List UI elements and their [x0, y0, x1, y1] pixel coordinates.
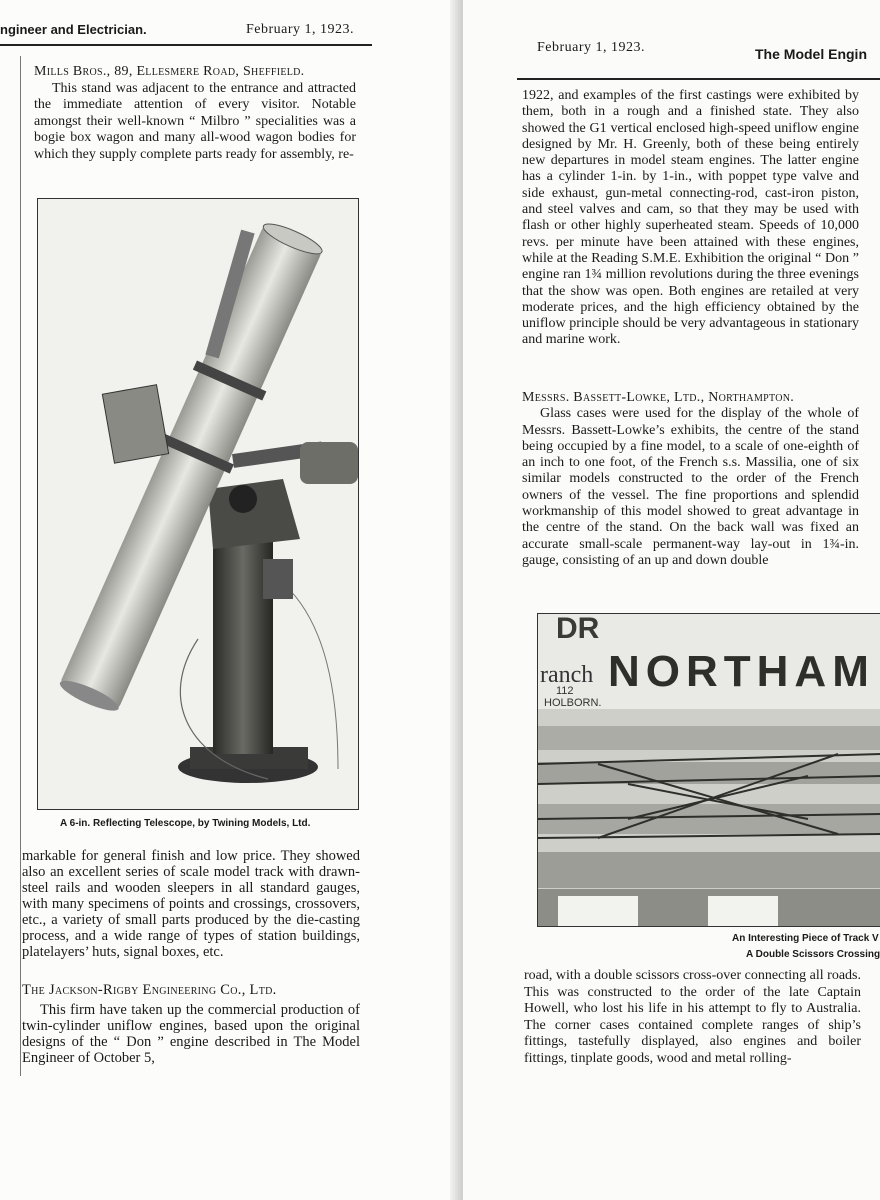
bassett-section: [522, 390, 859, 569]
jackson-section: [22, 982, 360, 1066]
sign-street-text: HOLBORN.: [544, 697, 602, 709]
continuation-paragraph: markable for general finish and low price. They showed also an excellent series of scale model track with drawn-steel rails and wooden sleepers in all standard gauges, with many specimens of points and crossings, crossovers, etc., a variety of small parts produced by the die-casting process, and a wide range of types of station buildings, platelayers’ huts, signal boxes, etc.: [22, 848, 360, 960]
track-photo: [537, 613, 880, 927]
track-caption-line1: An Interesting Piece of Track V: [732, 933, 879, 944]
sign-top-text: DR: [556, 614, 600, 645]
bassett-heading: Messrs. Bassett-Lowke, Ltd., Northampton.: [522, 390, 795, 405]
jackson-heading: The Jackson-Rigby Engineering Co., Ltd.: [22, 982, 277, 998]
track-caption-line2: A Double Scissors Crossing: [746, 949, 880, 960]
left-running-head-title: ngineer and Electrician.: [0, 22, 147, 37]
don-engine-paragraph: 1922, and examples of the first castings were exhibited by them, both in a rough and a finished state. They also showed the G1 vertical enclosed high-speed uniflow engine designed by Mr. H. Greenly, both of these being entirely new departures in model steam engines. The latter engine has a cylinder 1-in. by 1-in., with poppet type valve and side exhaust, gun-metal connecting-rod, cast-iron piston, and steel valves and cam, so that they may be used with flash or other highly superheated steam. Speeds of 10,000 revs. per minute have been attained with these engines, while at the Reading S.M.E. Exhibition the original “ Don ” engine ran 1¾ million revolutions during the three evenings that the show was open. Both engines are retailed at very moderate prices, and the high efficiency obtained by the uniflow principle should be very advantageous in stationary and marine work.: [522, 88, 859, 348]
sign-number-text: 112: [556, 685, 574, 697]
telescope-caption: A 6-in. Reflecting Telescope, by Twining Models, Ltd.: [60, 818, 311, 829]
track-illustration: [538, 614, 880, 926]
left-running-head-date: February 1, 1923.: [246, 22, 355, 37]
jackson-paragraph: This firm have taken up the commercial production of twin-cylinder uniflow engines, based upon the original designs of the “ Don ” engine described in The Model Engineer of October 5,: [22, 1002, 360, 1066]
right-paragraph-2: [524, 968, 861, 1067]
mills-heading: Mills Bros., 89, Ellesmere Road, Sheffield.: [34, 64, 305, 79]
mills-section: [34, 64, 356, 164]
sign-main-text: NORTHAM: [608, 647, 875, 696]
right-running-head-title: The Model Engin: [755, 46, 867, 62]
bassett-paragraph: Glass cases were used for the display of the whole of Messrs. Bassett-Lowke’s exhibits, the centre of the stand being occupied by a fine model, to a scale of one-eighth of an inch to one foot, of the French s.s. Massilia, one of six similar models constructed to the order of the French owners of the vessel. The fine proportions and splendid workmanship of this model showed to great advantage in the centre of the stand. On the back wall was fixed an accurate small-scale permanent-way lay-out in 1¾-in. gauge, consisting of an up and down double: [522, 406, 859, 568]
column-rule: [20, 56, 21, 1076]
right-header-rule: [517, 78, 880, 80]
mills-continuation: [22, 848, 360, 960]
right-running-head-date: February 1, 1923.: [537, 40, 646, 55]
telescope-illustration: [38, 199, 358, 809]
mills-paragraph: This stand was adjacent to the entrance and attracted the immediate attention of every visitor. Notable amongst their well-known “ Milbro ” specialities was a bogie box wagon and many all-wood wagon bodies for which they supply complete parts ready for assembly, re-: [34, 80, 356, 162]
header-rule: [0, 44, 372, 46]
howell-paragraph: road, with a double scissors cross-over connecting all roads. This was constructed to the order of the late Captain Howell, who lost his life in his attempt to fly to Australia. The corner cases contained complete ranges of ship’s fittings, tastefully displayed, also engines and boiler fittings, tinplate goods, wood and metal rolling-: [524, 968, 861, 1066]
telescope-photo: [37, 198, 359, 810]
right-paragraph-1: [522, 88, 859, 349]
sign-branch-text: ranch: [540, 662, 594, 688]
